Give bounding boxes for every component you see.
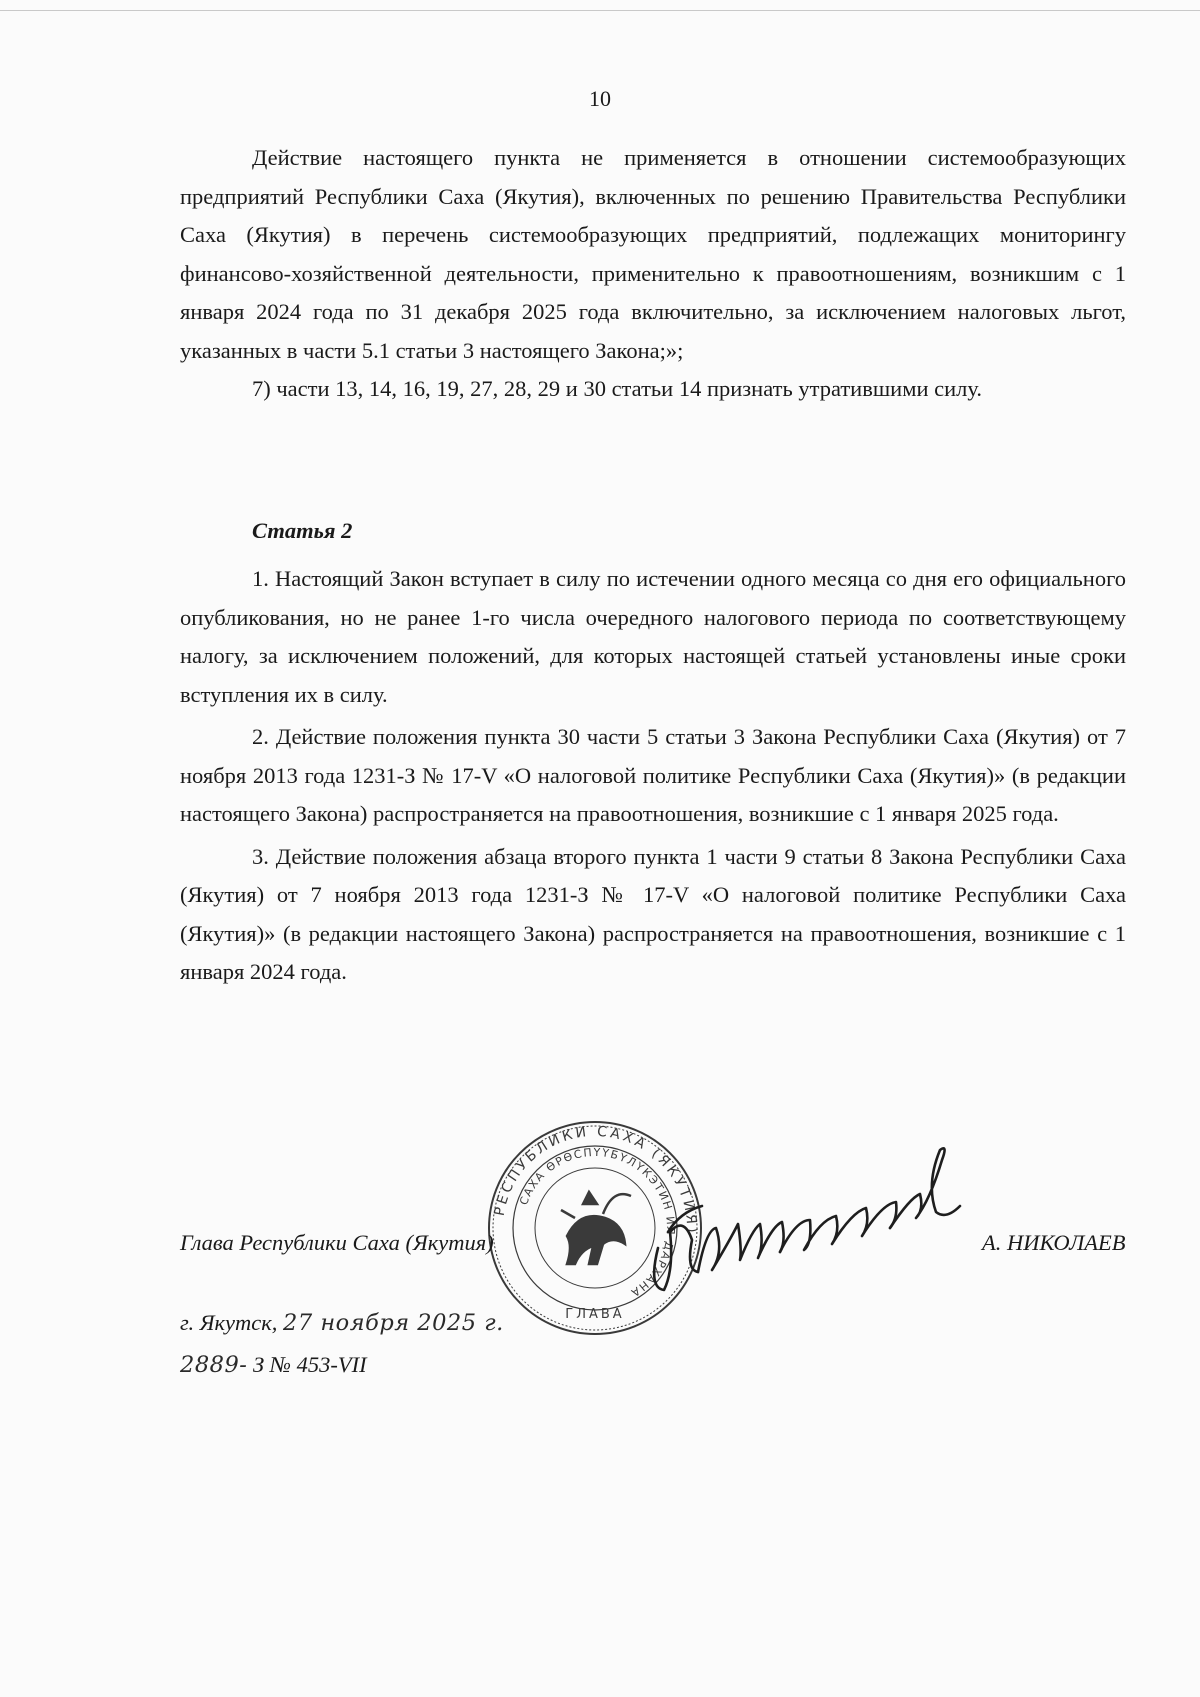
handwritten-reg-number: 2889-	[180, 1352, 248, 1378]
place-and-date	[180, 1310, 504, 1336]
emblem-icon	[561, 1192, 631, 1264]
handwritten-date: 27 ноября 2025 г.	[283, 1310, 504, 1336]
article-2-paragraph-2: 2. Действие положения пункта 30 части 5 статьи 3 Закона Республики Саха (Якутия) от 7 ноября 2013 года 1231-З № 17-V «О налоговой политике Республики Саха (Якутия)» (в редакции настоящего Закона) распространяется на правоотношения, возникшие с 1 января 2025 года.	[180, 724, 1126, 826]
registration-number	[180, 1352, 367, 1378]
article-2-paragraph-1: 1. Настоящий Закон вступает в силу по истечении одного месяца со дня его официального опубликования, но не ранее 1-го числа очередного налогового периода по соответствующему налогу, за исключением положений, для которых настоящей статьей установлены иные сроки вступления их в силу.	[180, 566, 1126, 707]
signatory-name: А. НИКОЛАЕВ	[982, 1230, 1126, 1255]
svg-text:ГЛАВА: ГЛАВА	[565, 1307, 625, 1322]
reg-number-suffix: З № 453-VII	[253, 1352, 367, 1377]
scan-edge-line	[0, 10, 1200, 11]
page-number: 10	[589, 86, 611, 111]
svg-text:САХА ӨРӨСПҮҮБҮЛҮКЭТИН ИЛ ДАРХА: САХА ӨРӨСПҮҮБҮЛҮКЭТИН ИЛ ДАРХАНА	[517, 1145, 678, 1300]
place-prefix: г. Якутск,	[180, 1310, 278, 1335]
item-7: 7) части 13, 14, 16, 19, 27, 28, 29 и 30 статьи 14 признать утратившими силу.	[252, 376, 982, 401]
article-2-heading: Статья 2	[252, 518, 353, 543]
article-2-paragraph-3: 3. Действие положения абзаца второго пункта 1 части 9 статьи 8 Закона Республики Саха (Якутия) от 7 ноября 2013 года 1231-З № 17-V «О налоговой политике Республики Саха (Якутия)» (в редакции настоящего Закона) распространяется на правоотношения, возникшие с 1 января 2024 года.	[180, 843, 1126, 984]
article-2-body	[180, 560, 1126, 992]
signatory-title: Глава Республики Саха (Якутия)	[180, 1230, 494, 1255]
handwritten-signature	[640, 1120, 990, 1320]
svg-text:РЕСПУБЛИКИ САХА (ЯКУТИЯ): РЕСПУБЛИКИ САХА (ЯКУТИЯ)	[491, 1123, 700, 1236]
continuation-paragraph: Действие настоящего пункта не применяется в отношении системообразующих предприятий Республики Саха (Якутия), включенных по решению Правительства Республики Саха (Якутия) в перечень системообразующих предприятий, подлежащих мониторингу финансово-хозяйственной деятельности, применительно к правоотношениям, возникшим с 1 января 2024 года по 31 декабря 2025 года включительно, за исключением налоговых льгот, указанных в части 5.1 статьи 3 настоящего Закона;»;	[180, 145, 1126, 363]
body-text	[180, 139, 1126, 409]
